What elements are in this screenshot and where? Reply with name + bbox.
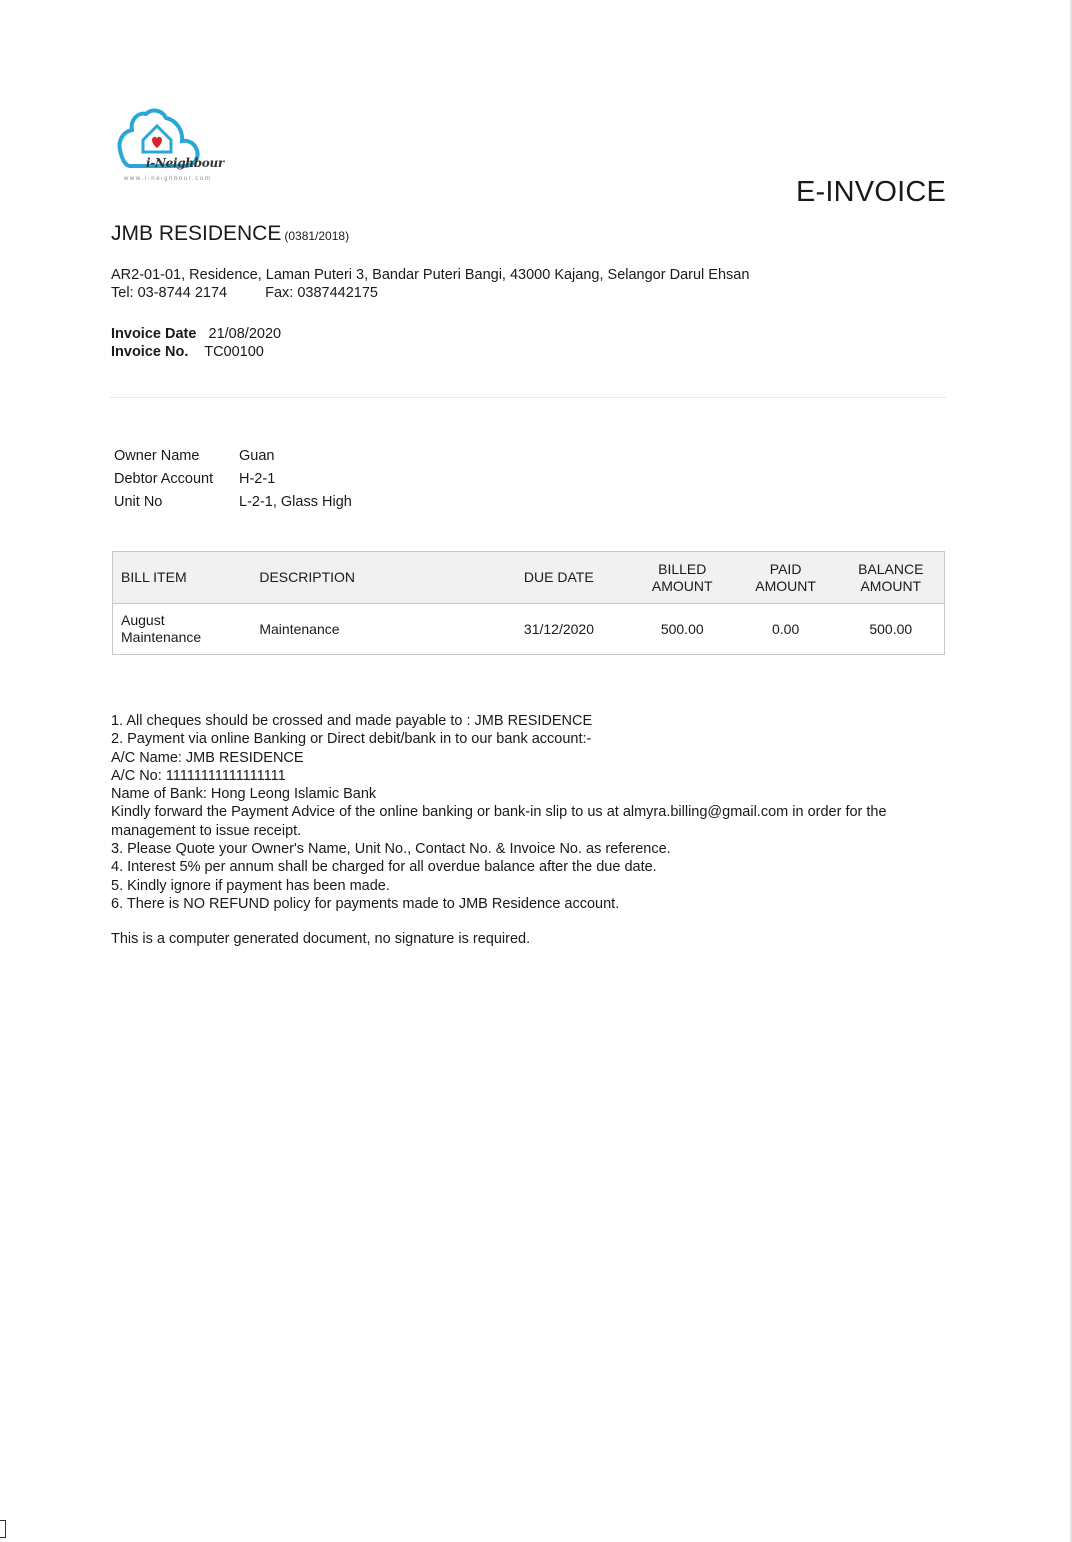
- owner-name-row: [114, 444, 352, 467]
- col-bill-item: BILL ITEM: [113, 552, 252, 604]
- logo-name: i-Neighbour: [146, 156, 224, 170]
- table-header-row: [113, 552, 945, 604]
- company-reg-no: (0381/2018): [284, 229, 350, 243]
- col-billed-amount-line1: BILLED: [658, 560, 707, 577]
- unit-no-row: [114, 490, 352, 513]
- col-paid-amount-line1: PAID: [769, 560, 802, 577]
- invoice-date-label: Invoice Date: [111, 326, 197, 342]
- note-line: 1. All cheques should be crossed and made payable to : JMB RESIDENCE: [111, 713, 593, 729]
- cell-description: Maintenance: [259, 620, 340, 637]
- cell-paid-amount: 0.00: [772, 620, 800, 637]
- cell-bill-item-line2: Maintenance: [121, 629, 202, 645]
- col-paid-amount-line2: AMOUNT: [755, 577, 816, 594]
- note-line: 5. Kindly ignore if payment has been made.: [111, 877, 390, 894]
- col-description: DESCRIPTION: [251, 552, 516, 604]
- col-balance-amount-line1: BALANCE: [858, 560, 924, 577]
- company-address: AR2-01-01, Residence, Laman Puteri 3, Bandar Puteri Bangi, 43000 Kajang, Selangor Darul Ehsan: [111, 267, 750, 283]
- debtor-account-row: [114, 467, 352, 490]
- company-heading: [111, 222, 349, 246]
- unit-no: L-2-1, Glass High: [239, 493, 352, 510]
- corner-mark: [0, 1520, 6, 1538]
- col-billed-amount-line2: AMOUNT: [651, 577, 713, 594]
- footer-note: This is a computer generated document, no signature is required.: [111, 931, 531, 947]
- col-paid-amount: [734, 552, 838, 604]
- company-logo: [116, 106, 234, 186]
- unit-no-label: Unit No: [114, 493, 163, 510]
- cell-billed-amount: 500.00: [660, 620, 704, 637]
- owner-details: [114, 444, 352, 513]
- company-fax: Fax: 0387442175: [265, 285, 378, 301]
- cell-due-date: 31/12/2020: [523, 620, 594, 637]
- col-balance-amount-line2: AMOUNT: [860, 577, 922, 594]
- company-tel: Tel: 03-8744 2174: [111, 285, 228, 301]
- note-line: Kindly forward the Payment Advice of the online banking or bank-in slip to us at almyra.billing@gmail.com in order for the management to issue receipt.: [111, 804, 887, 839]
- company-address-block: [111, 266, 749, 302]
- note-line: 6. There is NO REFUND policy for payments made to JMB Residence account.: [111, 895, 620, 912]
- table-row: [113, 604, 945, 655]
- payment-notes: [111, 712, 941, 913]
- invoice-no-label: Invoice No.: [111, 344, 189, 360]
- invoice-no-row: [111, 343, 281, 361]
- logo-url: www.i-neighbour.com: [124, 176, 212, 182]
- note-line: Name of Bank: Hong Leong Islamic Bank: [111, 786, 377, 803]
- debtor-account: H-2-1: [239, 470, 276, 487]
- note-line: A/C No: 11111111111111111: [111, 767, 286, 784]
- invoice-date: 21/08/2020: [208, 326, 282, 342]
- company-name: JMB RESIDENCE: [111, 222, 282, 245]
- note-line: 2. Payment via online Banking or Direct debit/bank in to our bank account:-: [111, 731, 592, 748]
- cell-bill-item-line1: August: [121, 612, 165, 628]
- col-due-date: DUE DATE: [516, 552, 631, 604]
- col-billed-amount: [631, 552, 734, 604]
- owner-name: Guan: [239, 447, 275, 464]
- note-line: 4. Interest 5% per annum shall be charged for all overdue balance after the due date.: [111, 859, 657, 876]
- company-contact: [111, 284, 749, 302]
- bill-table: [112, 551, 945, 655]
- note-line: A/C Name: JMB RESIDENCE: [111, 749, 304, 766]
- document-title: E-INVOICE: [796, 176, 947, 208]
- cell-bill-item: [113, 604, 252, 655]
- owner-name-label: Owner Name: [114, 447, 200, 464]
- invoice-no: TC00100: [204, 344, 264, 360]
- invoice-meta: [111, 325, 281, 361]
- cell-balance-amount: 500.00: [869, 620, 913, 637]
- debtor-account-label: Debtor Account: [114, 470, 214, 487]
- invoice-date-row: [111, 325, 281, 343]
- col-balance-amount: [838, 552, 945, 604]
- divider: [111, 397, 945, 398]
- note-line: 3. Please Quote your Owner's Name, Unit No., Contact No. & Invoice No. as reference.: [111, 841, 671, 858]
